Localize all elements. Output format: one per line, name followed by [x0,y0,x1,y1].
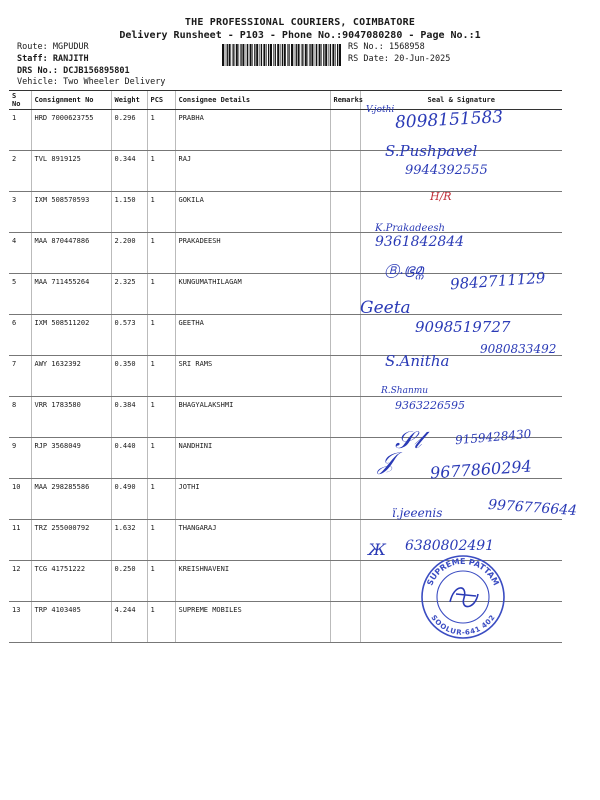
drs-value: DCJB156895801 [63,66,130,76]
cell-pcs: 1 [147,151,175,192]
vehicle-label: Vehicle: [17,77,58,87]
hw-r8-phone: 9363226595 [395,399,465,412]
cell-pcs: 1 [147,233,175,274]
cell-sno: 9 [9,438,31,479]
rs-date-value: 20-Jun-2025 [394,54,451,64]
cell-consignee: GEETHA [175,315,330,356]
cell-sno: 6 [9,315,31,356]
cell-pcs: 1 [147,520,175,561]
cell-weight: 0.344 [111,151,147,192]
cell-sno: 5 [9,274,31,315]
cell-remarks [330,397,360,438]
cell-pcs: 1 [147,602,175,643]
cell-weight: 1.632 [111,520,147,561]
hw-r2-phone: 9944392555 [405,163,488,178]
cell-sno: 1 [9,110,31,151]
cell-consignment: TRP 4103405 [31,602,111,643]
cell-pcs: 1 [147,192,175,233]
cell-weight: 2.325 [111,274,147,315]
hw-r10-phone: 9677860294 [429,456,533,483]
cell-remarks [330,274,360,315]
route-label: Route: [17,42,48,52]
cell-weight: 2.200 [111,233,147,274]
company-title: THE PROFESSIONAL COURIERS, COIMBATORE [184,17,416,28]
table-header-row [9,91,562,110]
drs-line [17,66,130,76]
route-value: MGPUDUR [52,42,89,52]
cell-consignee: JOTHI [175,479,330,520]
barcode [222,44,342,66]
cell-consignment: IXM 508511202 [31,315,111,356]
vehicle-line [17,77,165,87]
cell-remarks [330,520,360,561]
hw-r8-name: R.Shanmu [381,386,429,396]
hw-r5-phone: 9842711129 [449,268,546,294]
cell-remarks [330,233,360,274]
hw-r4-name: K.Prakadeesh [375,223,445,234]
cell-consignee: BHAGYALAKSHMI [175,397,330,438]
company-seal-stamp [420,554,506,640]
rs-date-label: RS Date: [348,54,389,64]
svg-text:SOOLUR-641 402 [429,614,496,637]
staff-label: Staff: [17,54,48,64]
hw-r4-phone: 9361842844 [375,234,465,250]
stamp-bottom-text: SOOLUR-641 402 [429,613,497,637]
cell-consignee: SUPREME MOBILES [175,602,330,643]
hw-r9-sign: 𝒮𝓁 [395,426,422,454]
cell-weight: 1.150 [111,192,147,233]
cell-remarks [330,561,360,602]
cell-consignment: VRR 1783580 [31,397,111,438]
hw-r6-sign: Geeta [360,298,411,318]
cell-consignee: SRI RAMS [175,356,330,397]
runsheet-subtitle: Delivery Runsheet - P103 - Phone No.:9047080280 - Page No.:1 [119,30,481,41]
drs-label: DRS No.: [17,66,58,76]
hw-r11-phone: 9976776644 [487,496,578,520]
cell-weight: 4.244 [111,602,147,643]
cell-consignee: PRAKADEESH [175,233,330,274]
hw-r7-name: S.Anitha [385,352,450,370]
cell-sno: 4 [9,233,31,274]
cell-consignee: GOKILA [175,192,330,233]
cell-remarks [330,602,360,643]
cell-pcs: 1 [147,274,175,315]
vehicle-value: Two Wheeler Delivery [63,77,166,87]
cell-pcs: 1 [147,438,175,479]
cell-weight: 0.490 [111,479,147,520]
cell-pcs: 1 [147,561,175,602]
cell-consignee: RAJ [175,151,330,192]
rs-no-value: 1568958 [388,42,425,52]
table-row [9,479,562,520]
cell-pcs: 1 [147,397,175,438]
rs-no-label: RS No.: [348,42,384,52]
cell-sno: 10 [9,479,31,520]
hw-r3-note: H/R [430,190,452,203]
cell-consignee: KUNGUMATHILAGAM [175,274,330,315]
cell-weight: 0.350 [111,356,147,397]
hw-r9-phone: 9159428430 [454,426,532,448]
hw-r2-name: S.Pushpavel [385,142,478,160]
cell-pcs: 1 [147,110,175,151]
staff-value: RANJITH [52,54,89,64]
cell-weight: 0.440 [111,438,147,479]
staff-line [17,54,89,64]
col-consignee: Consignee Details [175,91,330,110]
hw-r12-sign: Ж [368,540,386,559]
hw-r6-phone: 9098519727 [415,318,511,336]
cell-consignee: NANDHINI [175,438,330,479]
cell-consignment: TCG 41751222 [31,561,111,602]
cell-consignment: MAA 711455264 [31,274,111,315]
cell-consignment: TVL 8919125 [31,151,111,192]
cell-remarks [330,479,360,520]
col-pcs: PCS [147,91,175,110]
cell-weight: 0.384 [111,397,147,438]
stamp-top-text: SUPREME PATTAM [425,556,501,587]
cell-remarks [330,438,360,479]
cell-sno: 13 [9,602,31,643]
cell-weight: 0.250 [111,561,147,602]
hw-r5-sign: Ⓑ.ഭ്രമ്ന [385,262,424,278]
col-signature: Seal & Signature [360,91,562,110]
cell-remarks [330,110,360,151]
cell-pcs: 1 [147,315,175,356]
route-line [17,42,89,52]
hw-r11-sign: ï.jeeenis [392,506,443,520]
cell-consignee: KREISHNAVENI [175,561,330,602]
col-sno: S No [9,91,31,110]
cell-weight: 0.296 [111,110,147,151]
cell-sno: 11 [9,520,31,561]
hw-r1-name: V.jothi [366,105,395,115]
svg-text:SUPREME PATTAM [425,557,500,587]
hw-r10-sign: 𝒥 [378,447,395,475]
cell-consignment: MAA 298285586 [31,479,111,520]
table-row [9,233,562,274]
cell-remarks [330,356,360,397]
hw-r12-phone: 6380802491 [405,538,495,554]
cell-sno: 7 [9,356,31,397]
table-row [9,356,562,397]
rs-no-line [348,42,425,52]
cell-weight: 0.573 [111,315,147,356]
cell-sno: 2 [9,151,31,192]
col-weight: Weight [111,91,147,110]
cell-consignment: RJP 3568049 [31,438,111,479]
cell-consignment: HRD 7000623755 [31,110,111,151]
cell-consignee: THANGARAJ [175,520,330,561]
rs-date-line [348,54,450,64]
col-remarks: Remarks [330,91,360,110]
cell-consignment: AWY 1632392 [31,356,111,397]
cell-pcs: 1 [147,479,175,520]
cell-consignment: IXM 508570593 [31,192,111,233]
cell-sno: 3 [9,192,31,233]
cell-remarks [330,315,360,356]
cell-remarks [330,151,360,192]
hw-r1-phone: 8098151583 [394,107,504,133]
cell-consignee: PRABHA [175,110,330,151]
cell-consignment: MAA 870447886 [31,233,111,274]
cell-sno: 12 [9,561,31,602]
cell-remarks [330,192,360,233]
cell-sno: 8 [9,397,31,438]
cell-consignment: TRZ 255000792 [31,520,111,561]
hw-r7-phone: 9080833492 [480,342,557,356]
table-row [9,192,562,233]
col-consignment: Consignment No [31,91,111,110]
cell-pcs: 1 [147,356,175,397]
